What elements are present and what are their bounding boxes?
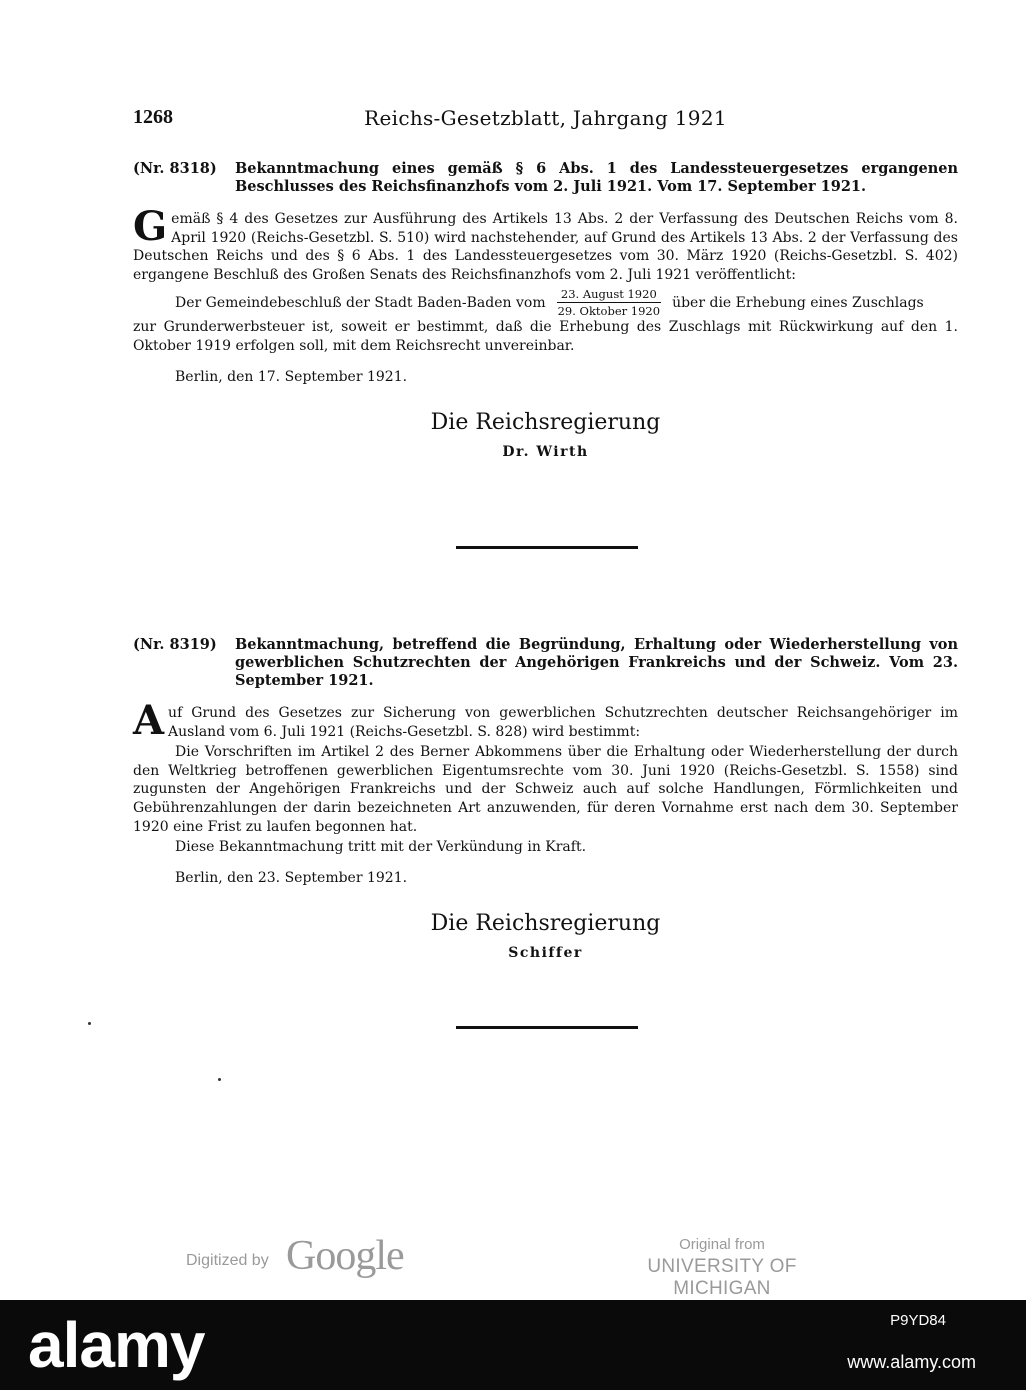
place-date: Berlin, den 17. September 1921.: [175, 368, 408, 385]
digitized-by-label: Digitized by: [186, 1252, 269, 1269]
fraction-line: [133, 288, 958, 318]
running-title: Reichs-Gesetzblatt, Jahrgang 1921: [364, 106, 727, 130]
section-divider: [456, 1026, 638, 1029]
signer-name: Dr. Wirth: [502, 443, 589, 460]
paragraph-start: Der Gemeindebeschluß der Stadt Baden-Baden vom: [175, 295, 546, 312]
section-heading: [133, 636, 958, 690]
site-url: www.alamy.com: [847, 1352, 976, 1372]
paragraph-end: über die Erhebung eines Zuschlags: [672, 295, 924, 312]
section-title: Bekanntmachung eines gemäß § 6 Abs. 1 des Landessteuergesetzes ergangenen Beschlusses des Reichsfinanzhofs vom 2. Juli 1921. Vom 17. September 1921.: [235, 160, 958, 195]
speck: [218, 1078, 221, 1081]
government-title: Die Reichsregierung: [430, 410, 661, 436]
speck: [88, 1022, 91, 1025]
page-number: 1268: [133, 106, 173, 128]
section-8319: [133, 636, 958, 963]
section-number: (Nr. 8318): [133, 160, 217, 177]
paragraph: Auf Grund des Gesetzes zur Sicherung von gewerblichen Schutzrechten deutscher Reichsangehöriger im Ausland vom 6. Juli 1921 (Reichs-Gesetzbl. S. 828) wird bestimmt:: [133, 697, 958, 744]
fraction-bottom: 29. Oktober 1920: [557, 304, 661, 319]
digitization-footer: [0, 1232, 1026, 1299]
paragraph: Diese Bekanntmachung tritt mit der Verkündung in Kraft.: [175, 839, 587, 856]
google-logo: Google: [286, 1233, 404, 1279]
place-date: Berlin, den 23. September 1921.: [175, 869, 408, 886]
section-divider: [456, 546, 638, 549]
original-from-label: Original from: [679, 1236, 765, 1253]
section-title: Bekanntmachung, betreffend die Begründung, Erhaltung oder Wiederherstellung von gewerblichen Schutzrechten der Angehörigen Frankreichs und der Schweiz. Vom 23. September 1921.: [235, 636, 958, 689]
section-number: (Nr. 8319): [133, 636, 217, 653]
paragraph: Gemäß § 4 des Gesetzes zur Ausführung des Artikels 13 Abs. 2 der Verfassung des Deutschen Reichs vom 8. April 1920 (Reichs-Gesetzbl. S. 510) wird nachstehender, auf Grund des Artikels 13 Abs. 2 der Verfassung des Deutschen Reichs und des § 6 Abs. 1 des Landessteuergesetzes vom 30. März 1920 (Reichs-Gesetzbl. S. 402) ergangene Beschluß des Großen Senats des Reichsfinanzhofs vom 2. Juli 1921 veröffentlicht:: [133, 203, 958, 283]
university-label: UNIVERSITY OF MICHIGAN: [647, 1256, 797, 1299]
alamy-logo: alamy: [28, 1309, 205, 1381]
fraction-top: 23. August 1920: [557, 288, 661, 303]
paragraph: Die Vorschriften im Artikel 2 des Berner Abkommens über die Erhaltung oder Wiederherstellung der durch den Weltkrieg betroffenen gewerblichen Eigentumsrechte vom 30. Juni 1920 (Reichs-Gesetzbl. S. 1558) sind zugunsten der Angehörigen Frankreichs und der Schweiz auch auf solche Handlungen, Förmlichkeiten und Gebührenzahlungen der darin bezeichneten Art anzuwenden, für deren Vornahme erst nach dem 30. September 1920 eine Frist zu laufen begonnen hat.: [133, 744, 958, 835]
date-fraction: [554, 288, 664, 318]
section-heading: [133, 160, 958, 196]
image-id: P9YD84: [890, 1312, 946, 1329]
stock-banner: [0, 1300, 1026, 1390]
section-body: [133, 203, 958, 461]
signer-name: Schiffer: [508, 944, 583, 961]
section-body: [133, 697, 958, 963]
page-header: [133, 106, 958, 134]
section-8318: [133, 160, 958, 461]
paragraph: zur Grunderwerbsteuer ist, soweit er bestimmt, daß die Erhebung des Zuschlags mit Rückwirkung auf den 1. Oktober 1919 erfolgen soll, mit dem Reichsrecht unvereinbar.: [133, 319, 958, 354]
government-title: Die Reichsregierung: [430, 911, 661, 937]
